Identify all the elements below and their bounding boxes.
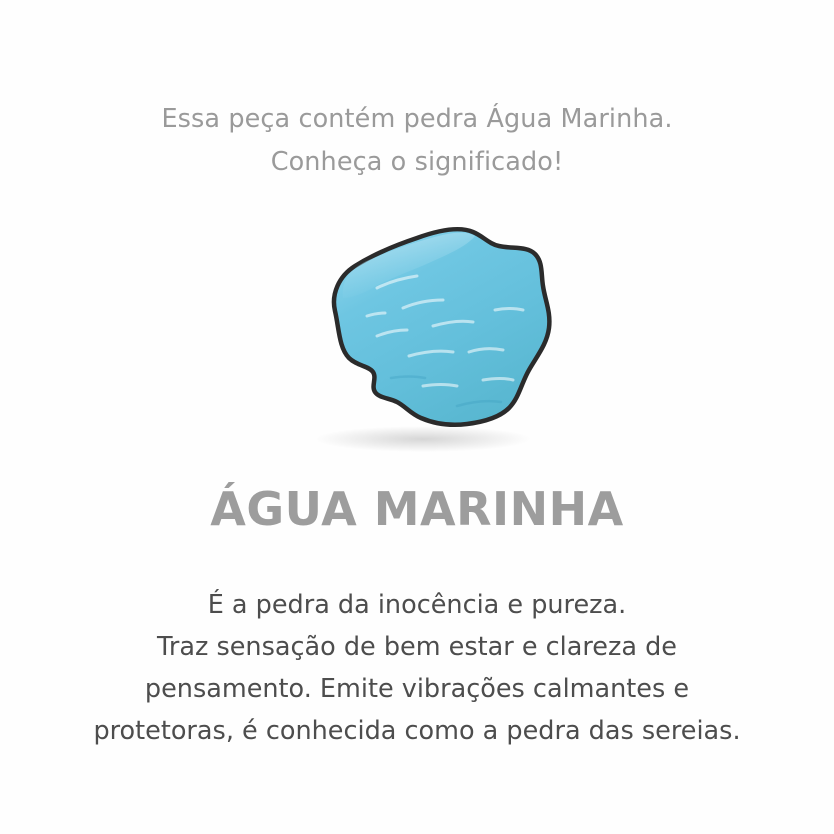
stone-description (93, 584, 740, 752)
description-line-3: pensamento. Emite vibrações calmantes e (144, 674, 690, 704)
description-line-1: É a pedra da inocência e pureza. (207, 590, 627, 620)
intro-line-2: Conheça o significado! (270, 147, 564, 177)
intro-text (161, 98, 672, 184)
description-line-4: protetoras, é conhecida como a pedra das sereias. (93, 716, 741, 746)
page-title: ÁGUA MARINHA (210, 482, 624, 536)
intro-line-1: Essa peça contém pedra Água Marinha. (161, 104, 673, 134)
description-line-2: Traz sensação de bem estar e clareza de (157, 632, 677, 662)
aquamarine-stone-illustration (227, 216, 607, 456)
